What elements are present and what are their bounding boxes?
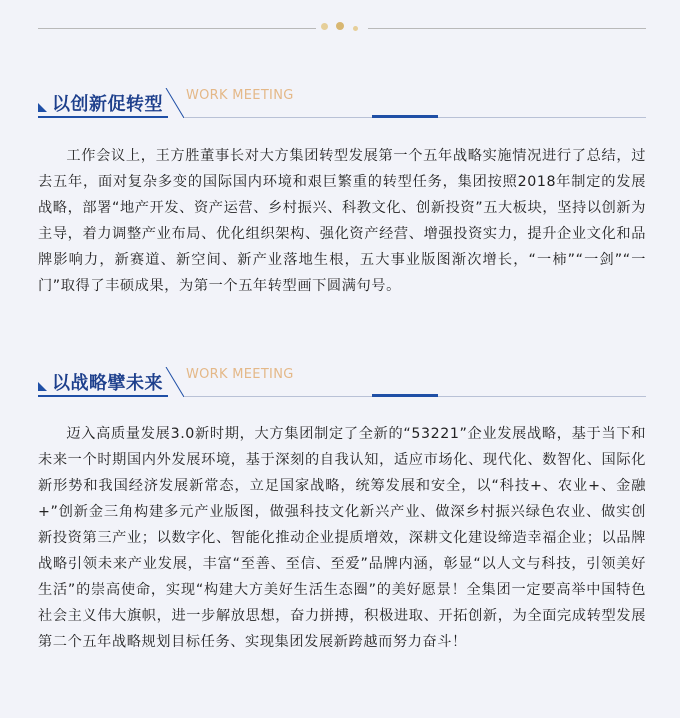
section-subtitle: WORK MEETING: [186, 367, 294, 382]
slant-divider: [164, 367, 184, 397]
section-title: 以创新促转型: [52, 94, 163, 115]
divider-line-right: [368, 28, 646, 29]
section-header-2: [38, 367, 646, 397]
section-subtitle: WORK MEETING: [186, 88, 294, 103]
section-rule-accent: [372, 394, 438, 397]
section-rule-strong: [38, 116, 168, 118]
section-rule-strong: [38, 395, 168, 397]
section-rule-accent: [372, 115, 438, 118]
slant-divider: [164, 88, 184, 118]
section-title: 以战略擘未来: [52, 373, 163, 394]
triangle-marker-icon: [38, 103, 47, 112]
section-body: 工作会议上，王方胜董事长对大方集团转型发展第一个五年战略实施情况进行了总结，过去五年，面对复杂多变的国际国内环境和艰巨繁重的转型任务，集团按照2018年制定的发展战略，部署“地产开发、资产运营、乡村振兴、科教文化、创新投资”五大板块，坚持以创新为主导，着力调整产业布局、优化组织架构、强化资产经营、增强投资实力，提升企业文化和品牌影响力，新赛道、新空间、新产业落地生根，五大事业版图渐次增长，“一柿”“一剑”“一门”取得了丰硕成果，为第一个五年转型画下圆满句号。: [38, 148, 646, 294]
top-divider: [38, 19, 646, 33]
divider-dot: [336, 22, 344, 30]
triangle-marker-icon: [38, 382, 47, 391]
divider-dot: [353, 26, 358, 31]
divider-dot: [321, 23, 328, 30]
section-body: 迈入高质量发展3.0新时期，大方集团制定了全新的“53221”企业发展战略，基于当下和未来一个时期国内外发展环境，基于深刻的自我认知，适应市场化、现代化、数智化、国际化新形势和我国经济发展新常态，立足国家战略，统筹发展和安全，以“科技+、农业+、金融+”创新金三角构建多元产业版图，做强科技文化新兴产业、做深乡村振兴绿色农业、做实创新投资第三产业；以数字化、智能化推动企业提质增效，深耕文化建设缔造幸福企业；以品牌战略引领未来产业发展，丰富“至善、至信、至爱”品牌内涵，彰显“以人文与科技，引领美好生活”的崇高使命，实现“构建大方美好生活生态圈”的美好愿景！全集团一定要高举中国特色社会主义伟大旗帜，进一步解放思想，奋力拼搏，积极进取、开拓创新，为全面完成转型发展第二个五年战略规划目标任务、实现集团发展新跨越而努力奋斗！: [38, 426, 646, 650]
section-header-1: [38, 88, 646, 118]
divider-line-left: [38, 28, 316, 29]
